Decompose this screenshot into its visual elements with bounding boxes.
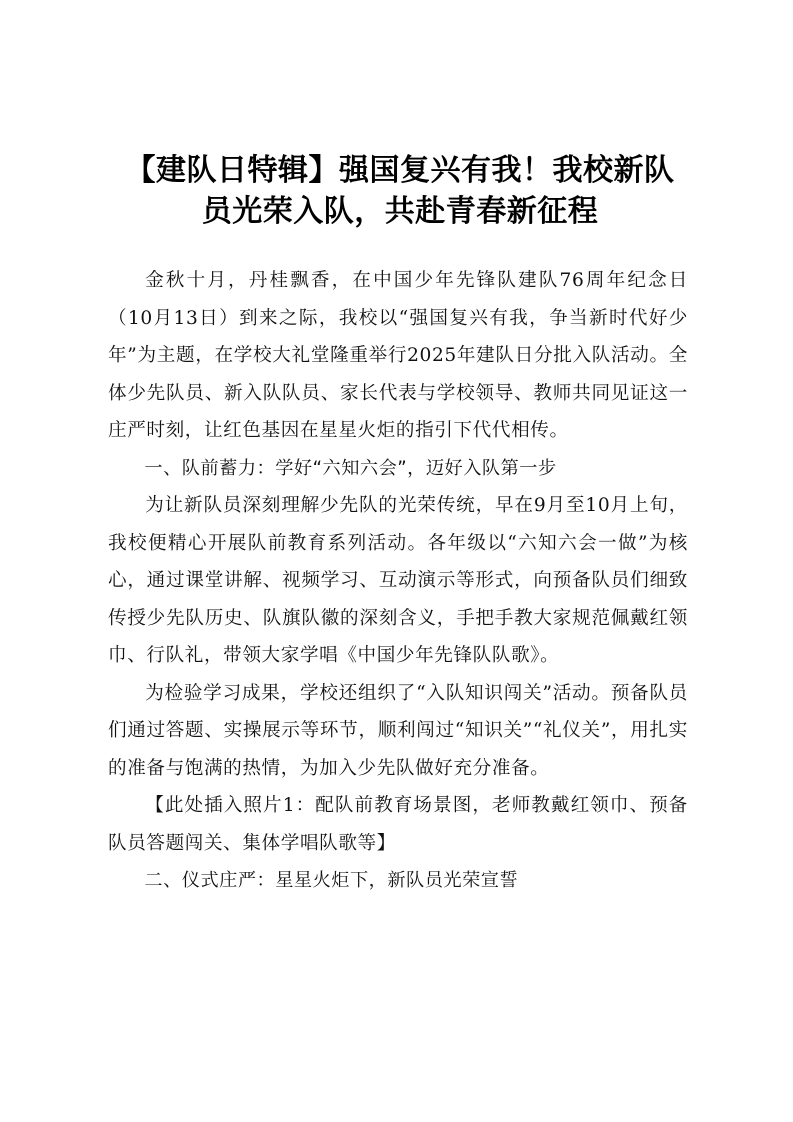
- article-body: [108, 262, 688, 900]
- paragraph-knowledge-challenge: 为检验学习成果，学校还组织了“入队知识闯关”活动。预备队员们通过答题、实操展示等环节，顺利闯过“知识关”“礼仪关”，用扎实的准备与饱满的热情，为加入少先队做好充分准备。: [108, 682, 688, 779]
- paragraph-pre-education: 为让新队员深刻理解少先队的光荣传统，早在9月至10月上旬，我校便精心开展队前教育系列活动。各年级以“六知六会一做”为核心，通过课堂讲解、视频学习、互动演示等形式，向预备队员们细致传授少先队历史、队旗队徽的深刻含义，手把手教大家规范佩戴红领巾、行队礼，带领大家学唱《中国少年先锋队队歌》。: [108, 495, 689, 666]
- paragraph-intro: 金秋十月，丹桂飘香，在中国少年先锋队建队76周年纪念日（10月13日）到来之际，我校以“强国复兴有我，争当新时代好少年”为主题，在学校大礼堂隆重举行2025年建队日分批入队活动。全体少先队员、新入队队员、家长代表与学校领导、教师共同见证这一庄严时刻，让红色基因在星星火炬的指引下代代相传。: [108, 270, 688, 441]
- photo-placeholder-note: 【此处插入照片1：配队前教育场景图，老师教戴红领巾、预备队员答题闯关、集体学唱队歌等】: [108, 795, 688, 854]
- title-line-1: 【建队日特辑】强国复兴有我！我校新队: [125, 153, 675, 188]
- article-title: [100, 150, 700, 232]
- title-line-2: 员光荣入队，共赴青春新征程: [201, 194, 599, 229]
- section-heading-2: 二、仪式庄严：星星火炬下，新队员光荣宣誓: [144, 870, 519, 891]
- section-heading-1: 一、队前蓄力：学好“六知六会”，迈好入队第一步: [144, 457, 557, 479]
